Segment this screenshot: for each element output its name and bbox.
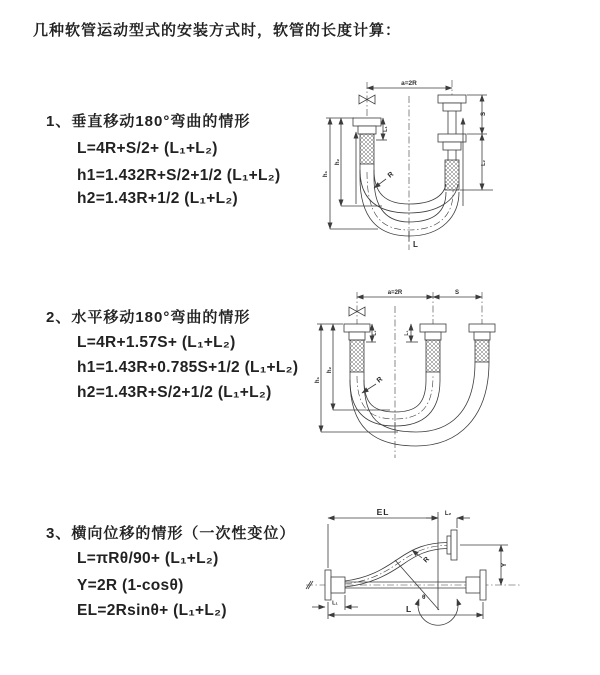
diagram-lateral-displacement [298, 498, 598, 658]
section-1-formula-h1: h1=1.432R+S/2+1/2 (L₁+L₂) [77, 167, 281, 184]
dim-label-el: EL [376, 507, 390, 517]
dim-label-a2r: a=2R [387, 290, 403, 296]
section-2-formula-h1: h1=1.43R+0.785S+1/2 (L₁+L₂) [77, 359, 299, 376]
dim-label-theta: θ [422, 594, 426, 601]
diagram-vertical-180-bend [310, 66, 590, 266]
centerlines [367, 80, 453, 250]
dimension-l2 [481, 134, 487, 190]
dim-label-l2: L₂ [481, 160, 487, 166]
dim-label-h2: h₂ [327, 366, 333, 374]
section-2-formula-h2: h2=1.43R+S/2+1/2 (L₁+L₂) [77, 384, 272, 401]
page-title: 几种软管运动型式的安装方式时，软管的长度计算： [33, 22, 402, 39]
centerlines [357, 292, 482, 458]
section-3-formula-Y: Y=2R (1-cosθ) [77, 577, 184, 594]
dimension-l1-mid [404, 324, 418, 342]
dimension-l [328, 602, 483, 619]
middle-pipe [420, 324, 446, 380]
left-pipe [344, 324, 370, 380]
hose-u-bend [360, 170, 459, 236]
dim-label-l1-left: L₁ [372, 330, 378, 336]
dim-label-l: L [406, 604, 412, 614]
right-pipe [469, 324, 495, 362]
braid-section [426, 340, 440, 372]
dim-label-y: Y [501, 562, 508, 568]
section-1-heading: 1、垂直移动180°弯曲的情形 [46, 113, 251, 130]
dim-label-r: R [375, 375, 385, 385]
radius-leader [374, 171, 395, 188]
section-3-formula-L: L=πRθ/90+ (L₁+L₂) [77, 550, 219, 567]
section-3-heading: 3、横向位移的情形（一次性变位） [46, 525, 296, 542]
right-flange [466, 570, 486, 600]
dimension-l [409, 231, 418, 249]
dim-label-l1-mid: L₁ [404, 330, 410, 336]
angle-theta [395, 560, 458, 625]
dimension-l2 [426, 511, 470, 528]
dim-label-a2r: a=2R [401, 80, 417, 87]
section-1-formula-L: L=4R+S/2+ (L₁+L₂) [77, 140, 218, 157]
braid-section [350, 340, 364, 372]
braid-section [445, 160, 459, 190]
dimension-l1 [312, 595, 358, 610]
braid-section [475, 340, 489, 362]
left-flange [325, 570, 345, 600]
section-2-heading: 2、水平移动180°弯曲的情形 [46, 309, 251, 326]
dim-label-s: S [454, 290, 460, 296]
dim-label-s: S [481, 111, 487, 117]
section-3-formula-EL: EL=2Rsinθ+ (L₁+L₂) [77, 602, 227, 619]
upper-flange [447, 530, 457, 560]
braid-section [360, 134, 374, 164]
dim-label-l-total: L [413, 240, 418, 249]
diagram-horizontal-180-bend [306, 280, 591, 465]
dim-label-l1: L₁ [332, 600, 338, 607]
right-pipe [438, 95, 466, 190]
dimension-a2r [367, 80, 452, 88]
dim-label-h1: h₁ [315, 376, 321, 384]
dimension-s [433, 290, 482, 297]
section-1-formula-h2: h2=1.43R+1/2 (L₁+L₂) [77, 190, 239, 207]
dim-label-r: R [386, 170, 396, 180]
left-pipe [353, 118, 381, 178]
section-2-formula-L: L=4R+1.57S+ (L₁+L₂) [77, 334, 236, 351]
dim-label-h1: h₁ [323, 170, 329, 178]
dimension-s [460, 95, 493, 190]
dim-label-l2: L₂ [444, 511, 452, 517]
dim-label-l1: L₁ [383, 126, 389, 132]
dimension-a2r [357, 290, 433, 297]
dim-label-r: R [422, 555, 431, 565]
radius-leader [362, 376, 384, 393]
dim-label-h2: h₂ [335, 158, 341, 166]
